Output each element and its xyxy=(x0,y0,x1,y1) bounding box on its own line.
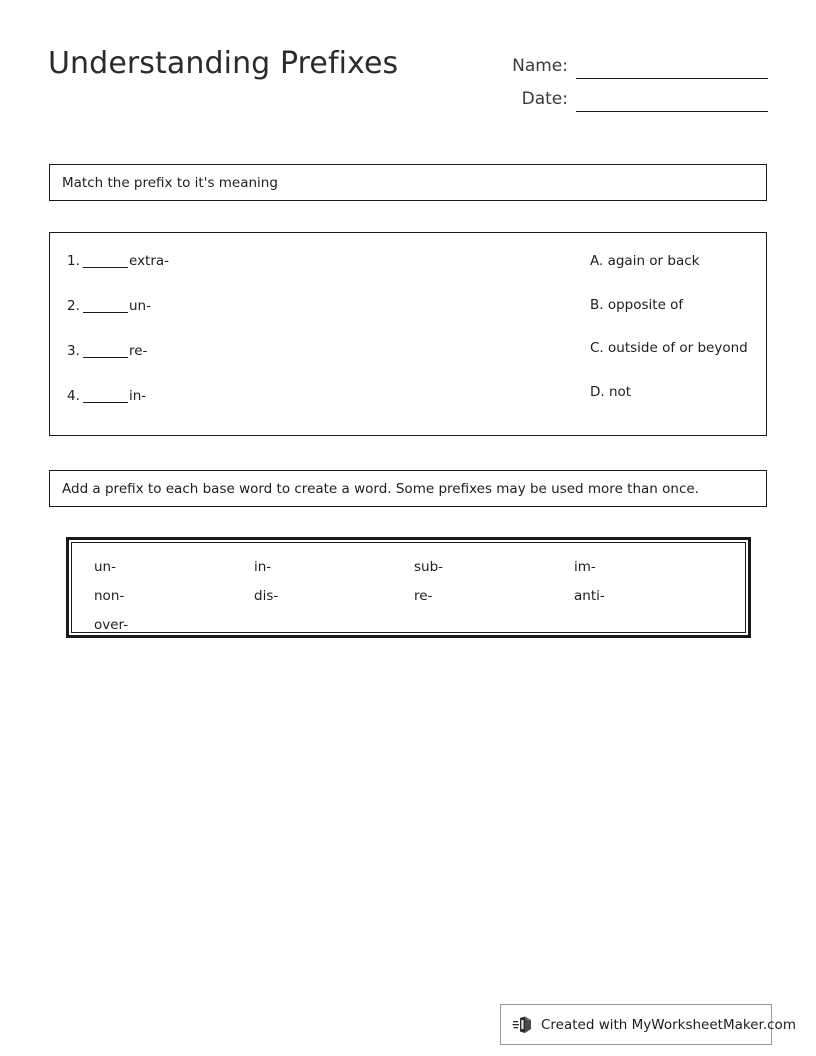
name-date-block xyxy=(496,46,768,112)
page-title: Understanding Prefixes xyxy=(48,46,399,81)
footer-attribution-badge[interactable] xyxy=(500,1004,796,1045)
item-prefix: in- xyxy=(129,388,147,404)
word-bank-item[interactable]: re- xyxy=(414,588,433,604)
word-bank-item[interactable]: over- xyxy=(94,617,129,633)
name-row xyxy=(496,46,768,79)
word-bank-item[interactable]: un- xyxy=(94,559,116,575)
item-number: 3. xyxy=(67,343,80,359)
name-input[interactable] xyxy=(576,56,768,79)
instruction-box-2 xyxy=(49,470,767,507)
answer-option: D. not xyxy=(590,383,632,400)
matching-exercise-box xyxy=(49,232,767,436)
answer-blank[interactable] xyxy=(83,388,128,403)
word-bank-item[interactable]: in- xyxy=(254,559,272,575)
instruction-text-1: Match the prefix to it's meaning xyxy=(62,174,278,191)
matching-item[interactable] xyxy=(67,343,367,388)
date-input[interactable] xyxy=(576,89,768,112)
item-number: 4. xyxy=(67,388,80,404)
answer-option: C. outside of or beyond xyxy=(590,340,748,356)
matching-item[interactable] xyxy=(67,298,367,343)
answer-blank[interactable] xyxy=(83,253,128,268)
instruction-box-1 xyxy=(49,164,767,201)
pencil-writing-icon xyxy=(512,1014,534,1036)
word-bank-inner-border xyxy=(71,542,746,633)
matching-item[interactable] xyxy=(67,388,367,433)
word-bank-box xyxy=(66,537,751,638)
item-number: 2. xyxy=(67,298,80,314)
answer-option: A. again or back xyxy=(590,253,700,269)
item-prefix: un- xyxy=(129,298,151,314)
footer-attribution-text: Created with MyWorksheetMaker.com xyxy=(541,1016,796,1033)
item-prefix: re- xyxy=(129,343,148,359)
word-bank-item[interactable]: sub- xyxy=(414,559,444,575)
item-prefix: extra- xyxy=(129,253,170,269)
word-bank-grid xyxy=(94,553,739,640)
word-bank-item[interactable]: im- xyxy=(574,559,596,575)
instruction-text-2: Add a prefix to each base word to create a word. Some prefixes may be used more than once. xyxy=(62,480,699,497)
date-label: Date: xyxy=(521,89,568,109)
answer-blank[interactable] xyxy=(83,298,128,313)
item-number: 1. xyxy=(67,253,80,269)
matching-answer-column xyxy=(590,253,760,427)
page-header xyxy=(48,40,768,130)
matching-item[interactable] xyxy=(67,253,367,298)
word-bank-item[interactable]: dis- xyxy=(254,588,279,604)
word-bank-item[interactable]: anti- xyxy=(574,588,605,604)
answer-option: B. opposite of xyxy=(590,296,684,313)
date-row xyxy=(496,79,768,112)
name-label: Name: xyxy=(512,56,568,76)
answer-blank[interactable] xyxy=(83,343,128,358)
matching-prefix-column xyxy=(67,253,367,433)
word-bank-item[interactable]: non- xyxy=(94,588,125,604)
